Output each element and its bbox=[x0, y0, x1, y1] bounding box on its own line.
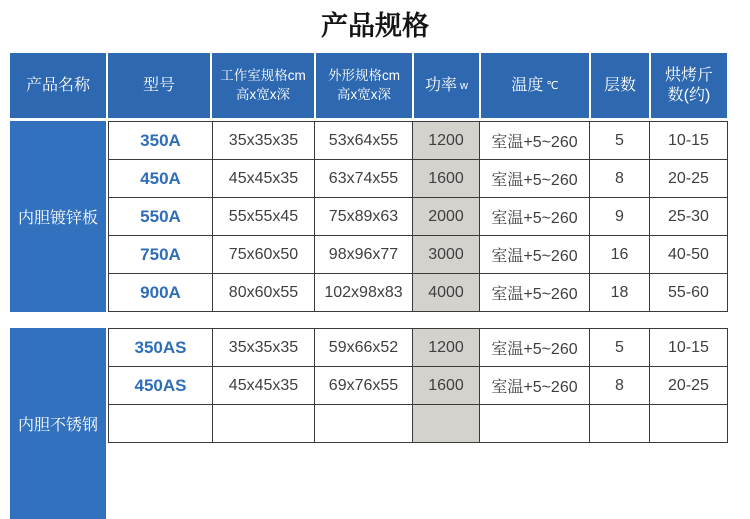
model-cell: 750A bbox=[109, 236, 213, 274]
header-label: 产品名称 bbox=[25, 76, 90, 94]
outer-size-cell: 75x89x63 bbox=[315, 198, 413, 236]
power-cell bbox=[413, 405, 480, 443]
temperature-cell: 室温+5~260 bbox=[480, 198, 590, 236]
header-label-line2: 高x宽x深 bbox=[337, 86, 391, 102]
outer-size-cell: 59x66x52 bbox=[315, 329, 413, 367]
header-work-size bbox=[212, 53, 314, 118]
temperature-cell: 室温+5~260 bbox=[480, 160, 590, 198]
outer-size-cell: 53x64x55 bbox=[315, 122, 413, 160]
capacity-cell bbox=[650, 405, 728, 443]
model-cell: 450AS bbox=[109, 367, 213, 405]
layers-cell: 18 bbox=[590, 274, 650, 312]
layers-cell: 8 bbox=[590, 367, 650, 405]
header-label: 温度 bbox=[511, 76, 544, 94]
capacity-cell: 10-15 bbox=[650, 122, 728, 160]
model-cell bbox=[109, 405, 213, 443]
work-size-cell: 80x60x55 bbox=[213, 274, 315, 312]
power-cell: 1200 bbox=[413, 122, 480, 160]
table-header-row bbox=[10, 53, 750, 118]
layers-cell: 9 bbox=[590, 198, 650, 236]
layers-cell: 16 bbox=[590, 236, 650, 274]
layers-cell: 5 bbox=[590, 329, 650, 367]
header-label: 层数 bbox=[603, 76, 636, 94]
capacity-cell: 55-60 bbox=[650, 274, 728, 312]
capacity-cell: 25-30 bbox=[650, 198, 728, 236]
group-label: 内胆不锈钢 bbox=[10, 328, 106, 519]
model-cell: 350A bbox=[109, 122, 213, 160]
work-size-cell bbox=[213, 405, 315, 443]
header-temp-unit: ℃ bbox=[546, 79, 559, 92]
power-cell: 1600 bbox=[413, 160, 480, 198]
model-cell: 350AS bbox=[109, 329, 213, 367]
work-size-cell: 45x45x35 bbox=[213, 160, 315, 198]
spec-grid bbox=[108, 328, 728, 443]
layers-cell bbox=[590, 405, 650, 443]
model-cell: 450A bbox=[109, 160, 213, 198]
work-size-cell: 35x35x35 bbox=[213, 122, 315, 160]
temperature-cell bbox=[480, 405, 590, 443]
outer-size-cell: 98x96x77 bbox=[315, 236, 413, 274]
work-size-cell: 75x60x50 bbox=[213, 236, 315, 274]
layers-cell: 8 bbox=[590, 160, 650, 198]
outer-size-cell bbox=[315, 405, 413, 443]
header-label: 功率 bbox=[425, 76, 458, 94]
temperature-cell: 室温+5~260 bbox=[480, 329, 590, 367]
capacity-cell: 10-15 bbox=[650, 329, 728, 367]
work-size-cell: 45x45x35 bbox=[213, 367, 315, 405]
outer-size-cell: 63x74x55 bbox=[315, 160, 413, 198]
header-power bbox=[414, 53, 479, 118]
outer-size-cell: 102x98x83 bbox=[315, 274, 413, 312]
product-group-stainless bbox=[10, 328, 750, 519]
power-cell: 3000 bbox=[413, 236, 480, 274]
header-power-unit: w bbox=[460, 79, 468, 92]
header-label-line2: 数(约) bbox=[667, 86, 711, 104]
layers-cell: 5 bbox=[590, 122, 650, 160]
header-model bbox=[108, 53, 210, 118]
temperature-cell: 室温+5~260 bbox=[480, 274, 590, 312]
capacity-cell: 20-25 bbox=[650, 160, 728, 198]
header-outer-size bbox=[316, 53, 412, 118]
group-label: 内胆镀锌板 bbox=[10, 121, 106, 312]
header-label-line1: 外形规格cm bbox=[328, 68, 400, 84]
power-cell: 1600 bbox=[413, 367, 480, 405]
temperature-cell: 室温+5~260 bbox=[480, 122, 590, 160]
spec-grid bbox=[108, 121, 728, 312]
temperature-cell: 室温+5~260 bbox=[480, 367, 590, 405]
outer-size-cell: 69x76x55 bbox=[315, 367, 413, 405]
power-cell: 2000 bbox=[413, 198, 480, 236]
model-cell: 900A bbox=[109, 274, 213, 312]
product-group-galvanized bbox=[10, 121, 750, 312]
header-label-line1: 工作室规格cm bbox=[220, 68, 306, 84]
header-layers bbox=[591, 53, 649, 118]
header-label: 型号 bbox=[142, 76, 175, 94]
header-label-line2: 高x宽x深 bbox=[236, 86, 290, 102]
header-capacity bbox=[651, 53, 727, 118]
header-product-name bbox=[10, 53, 106, 118]
header-label-line1: 烘烤斤 bbox=[664, 66, 713, 84]
work-size-cell: 55x55x45 bbox=[213, 198, 315, 236]
header-temperature bbox=[481, 53, 589, 118]
capacity-cell: 40-50 bbox=[650, 236, 728, 274]
power-cell: 4000 bbox=[413, 274, 480, 312]
power-cell: 1200 bbox=[413, 329, 480, 367]
model-cell: 550A bbox=[109, 198, 213, 236]
page-title: 产品规格 bbox=[321, 11, 429, 41]
temperature-cell: 室温+5~260 bbox=[480, 236, 590, 274]
capacity-cell: 20-25 bbox=[650, 367, 728, 405]
work-size-cell: 35x35x35 bbox=[213, 329, 315, 367]
